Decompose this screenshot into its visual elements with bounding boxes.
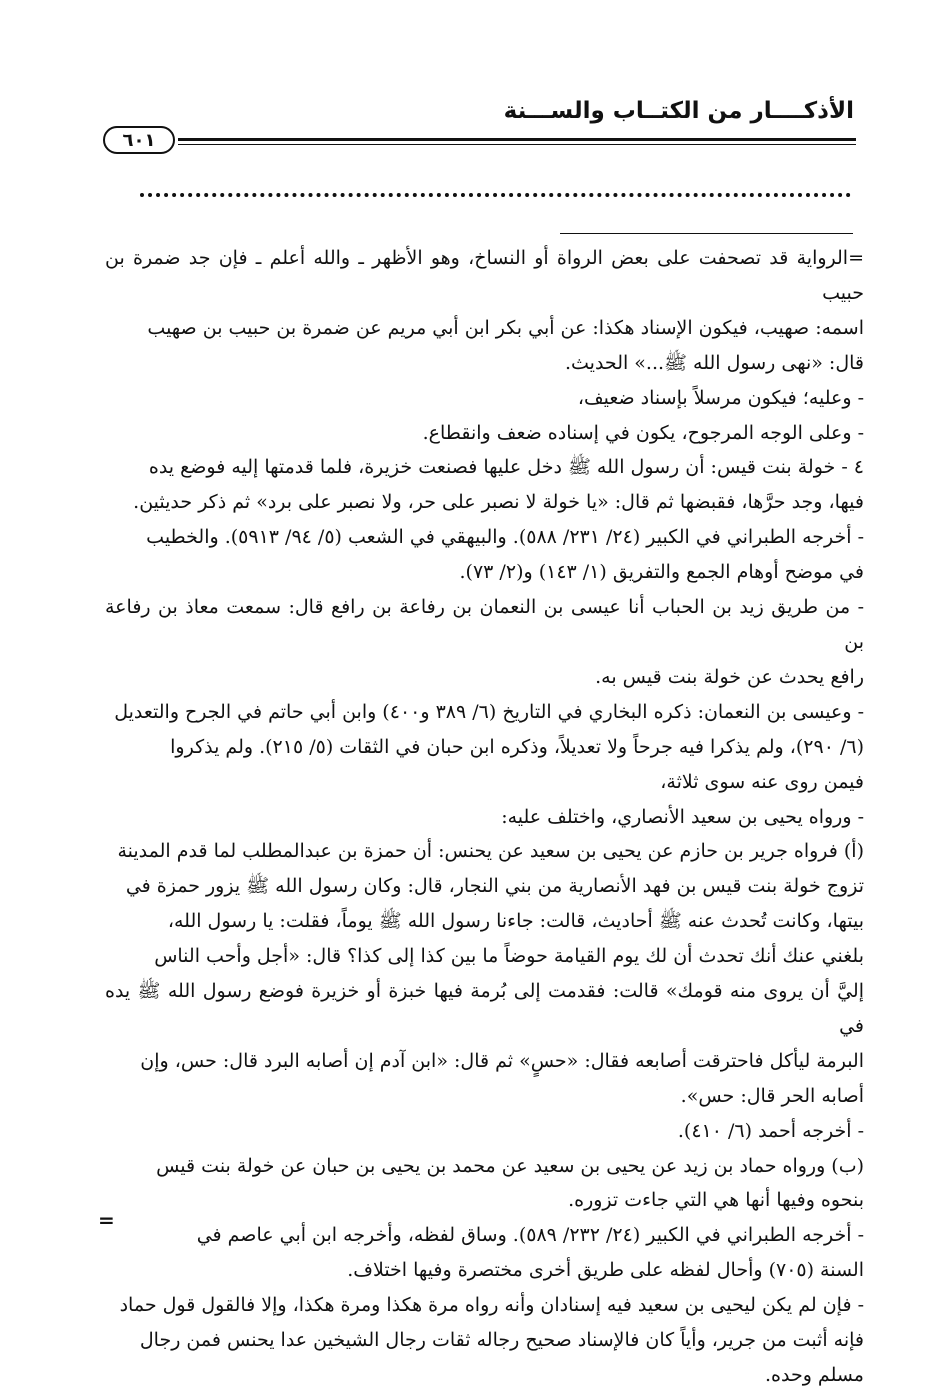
text-line: ٤ - خولة بنت قيس: أن رسول الله ﷺ دخل عليها فصنعت خزيرة، فلما قدمتها إليه فوضع يده — [148, 456, 864, 479]
text-line: (ب) ورواه حماد بن زيد عن يحيى بن سعيد عن محمد بن يحيى بن حبان عن خولة بنت قيس — [156, 1154, 864, 1177]
text-line: قال: «نهى رسول الله ﷺ...» الحديث. — [564, 351, 864, 374]
text-line: - أخرجه الطبراني في الكبير (٢٤/ ٢٣١/ ٥٨٨). والبيهقي في الشعب (٥/ ٩٤/ ٥٩١٣). والخطيب — [146, 526, 864, 549]
text-line: فيها، وجد حرَّها، فقبضها ثم قال: «يا خولة لا نصبر على حر، ولا نصبر على برد» ثم ذكر حديثين. — [133, 491, 864, 514]
book-title: الأذكــــار من الكتــاب والســـنة — [503, 98, 854, 124]
text-line: إليَّ أن يروى منه قومك» قالت: فقدمت إلى بُرمة فيها خبزة أو خزيرة فوضع رسول الله ﷺ يده في — [105, 980, 864, 1037]
text-line: - وعلى الوجه المرجوح، يكون في إسناده ضعف وانقطاع. — [422, 421, 864, 444]
footnote-text — [105, 241, 864, 1393]
text-line: تزوج خولة بنت قيس بن فهد الأنصارية من بني النجار، قال: وكان رسول الله ﷺ يزور حمزة في — [125, 875, 864, 898]
header-rule-thin — [178, 144, 856, 145]
text-line: بيتها، وكانت تُحدث عنه ﷺ أحاديث، قالت: جاءنا رسول الله ﷺ يوماً، فقلت: يا رسول الله، — [167, 910, 864, 933]
text-line: أصابه الحر قال: حس». — [680, 1084, 864, 1107]
text-line: البرمة ليأكل فاحترقت أصابعه فقال: «حسٍ» ثم قال: «ابن آدم إن أصابه البرد قال: حس، وإن — [140, 1049, 864, 1072]
text-line: بنحوه وفيها أنها هي التي جاءت تزوره. — [568, 1189, 864, 1212]
continuation-mark: = — [98, 1208, 115, 1232]
text-line: - فإن لم يكن ليحيى بن سعيد فيه إسنادان وأنه رواه مرة هكذا ومرة هكذا، وإلا فالقول قول حماد — [119, 1294, 864, 1317]
text-line: (٦/ ٢٩٠)، ولم يذكرا فيه جرحاً ولا تعديلاً، وذكره ابن حبان في الثقات (٥/ ٢١٥). ولم يذكروا — [170, 735, 864, 758]
text-line: - ورواه يحيى بن سعيد الأنصاري، واختلف عليه: — [501, 805, 864, 828]
text-line: - من طريق زيد بن الحباب أنا عيسى بن النعمان بن رفاعة بن رافع قال: سمعت معاذ بن رفاعة بن — [105, 596, 864, 653]
footnote-rule — [560, 233, 853, 234]
text-line: السنة (٧٠٥) وأحال لفظه على طريق أخرى مختصرة وفيها اختلاف. — [347, 1259, 864, 1282]
text-line: فيمن روى عنه سوى ثلاثة، — [660, 770, 864, 793]
text-line: رافع يحدث عن خولة بنت قيس به. — [595, 665, 864, 688]
text-line: =الرواية قد تصحفت على بعض الرواة أو النساخ، وهو الأظهر ـ والله أعلم ـ فإن جد ضمرة بن حبيب — [105, 247, 864, 304]
text-line: - وعيسى بن النعمان: ذكره البخاري في التاريخ (٦/ ٣٨٩ و٤٠٠) وابن أبي حاتم في الجرح والتعديل — [114, 700, 864, 723]
text-line: - وعليه؛ فيكون مرسلاً بإسناد ضعيف، — [577, 386, 864, 409]
text-line: مسلم وحده. — [765, 1364, 864, 1386]
text-line: في موضح أوهام الجمع والتفريق (١/ ١٤٣) و(٢/ ٧٣). — [459, 561, 864, 584]
text-line: - أخرجه أحمد (٦/ ٤١٠). — [677, 1119, 864, 1142]
text-line: بلغني عنك أنك تحدث أن لك يوم القيامة حوضاً ما بين كذا إلى كذا؟ قال: «أجل وأحب الناس — [154, 945, 864, 968]
text-line: (أ) فرواه جرير بن حازم عن يحيى بن سعيد عن يحنس: أن حمزة بن عبدالمطلب لما قدم المدينة — [117, 840, 864, 863]
dotted-separator — [140, 193, 851, 197]
header-rule — [178, 138, 856, 141]
text-line: فإنه أثبت من جرير، وأياً كان فالإسناد صحيح رجاله ثقات رجال الشيخين عدا يحنس فمن رجال — [139, 1329, 864, 1352]
page-number: ٦٠١ — [103, 126, 175, 154]
text-line: - أخرجه الطبراني في الكبير (٢٤/ ٢٣٢/ ٥٨٩). وساق لفظه، وأخرجه ابن أبي عاصم في — [196, 1224, 864, 1247]
text-line: اسمه: صهيب، فيكون الإسناد هكذا: عن أبي بكر ابن أبي مريم عن ضمرة بن حبيب بن صهيب — [147, 316, 864, 339]
